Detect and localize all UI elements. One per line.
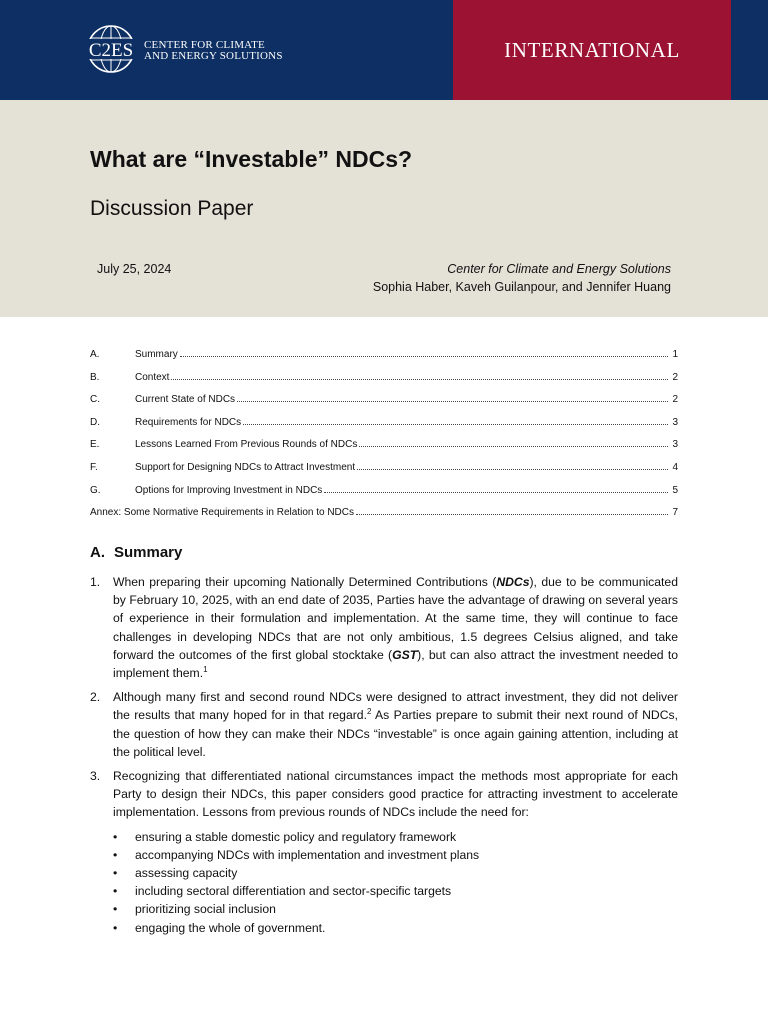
paragraph-number: 2.	[90, 690, 101, 705]
toc-leader	[357, 461, 668, 470]
text-run: When preparing their upcoming Nationally Determined Contributions (	[113, 575, 497, 589]
toc-page: 4	[672, 461, 678, 473]
toc-entry-annex[interactable]	[90, 506, 678, 529]
paragraph-text	[113, 573, 678, 682]
document-title: What are “Investable” NDCs?	[90, 146, 413, 172]
section-label: INTERNATIONAL	[504, 38, 680, 62]
list-item: • assessing capacity	[113, 864, 678, 882]
section-title: Summary	[114, 544, 183, 561]
paragraph-text	[113, 688, 678, 761]
toc-entry-summary[interactable]	[90, 348, 678, 371]
paragraph-3	[90, 767, 678, 822]
footnote-ref[interactable]: 1	[203, 664, 208, 674]
toc-leader	[359, 438, 668, 447]
toc-leader	[243, 416, 668, 425]
toc-page: 2	[672, 394, 678, 406]
toc-letter: F.	[90, 461, 98, 473]
toc-entry-current-state[interactable]	[90, 393, 678, 416]
section-tab	[453, 0, 731, 100]
logo-line-2: AND ENERGY SOLUTIONS	[144, 50, 283, 62]
organization-name: Center for Climate and Energy Solutions	[447, 262, 671, 276]
paragraph-1	[90, 573, 678, 682]
summary-body	[90, 573, 678, 937]
toc-page: 1	[672, 349, 678, 360]
gst-abbrev: GST	[392, 647, 418, 662]
toc-entry-lessons[interactable]	[90, 438, 678, 461]
text-run: Although many first and second round NDCs were designed to attract investment, they did not deliver the results that many hoped for in that regard.	[113, 690, 678, 723]
footnote-ref[interactable]: 2	[366, 707, 372, 717]
logo-text	[144, 40, 283, 62]
paragraph-2	[90, 688, 678, 761]
table-of-contents	[90, 348, 678, 529]
toc-entry-options[interactable]	[90, 484, 678, 507]
toc-title: Current State of NDCs	[135, 394, 236, 406]
section-letter: A.	[90, 544, 105, 561]
toc-leader	[237, 393, 668, 402]
c2es-logo[interactable]	[82, 24, 292, 74]
paragraph-text: Recognizing that differentiated national circumstances impact the methods most appropriate for each Party to design their NDCs, this paper considers good practice for attracting investment to accelerate implementation. Lessons from previous rounds of NDCs include the need for:	[113, 769, 678, 820]
logo-line-1: CENTER FOR CLIMATE	[144, 39, 265, 51]
lessons-list	[90, 828, 678, 937]
toc-letter: A.	[90, 349, 100, 360]
toc-page: 3	[672, 416, 678, 428]
toc-leader	[324, 484, 668, 493]
toc-page: 3	[672, 439, 678, 451]
toc-title: Requirements for NDCs	[135, 416, 242, 428]
document-subtitle: Discussion Paper	[90, 197, 254, 220]
toc-letter: G.	[90, 484, 101, 496]
publication-date: July 25, 2024	[97, 262, 172, 276]
paragraph-number: 1.	[90, 575, 101, 589]
toc-entry-support[interactable]	[90, 461, 678, 484]
toc-leader	[171, 371, 668, 380]
toc-page: 2	[672, 371, 678, 383]
toc-title: Context	[135, 371, 170, 383]
list-item: • accompanying NDCs with implementation and investment plans	[113, 846, 678, 864]
toc-entry-requirements[interactable]	[90, 416, 678, 439]
toc-title: Support for Designing NDCs to Attract Investment	[135, 461, 356, 473]
list-item: • engaging the whole of government.	[113, 919, 678, 937]
text-run: ), but can also attract the investment needed to implement them.	[113, 647, 678, 681]
list-item: • ensuring a stable domestic policy and regulatory framework	[113, 828, 678, 846]
header-bar	[0, 0, 768, 100]
toc-leader	[180, 348, 668, 357]
toc-title: Lessons Learned From Previous Rounds of NDCs	[135, 439, 358, 451]
toc-letter: B.	[90, 371, 100, 383]
section-heading	[90, 544, 182, 561]
toc-page: 7	[672, 507, 678, 519]
toc-letter: D.	[90, 416, 100, 428]
globe-logo-icon	[82, 24, 140, 74]
toc-letter: C.	[90, 394, 100, 406]
list-item: • including sectoral differentiation and sector-specific targets	[113, 882, 678, 900]
toc-title: Summary	[135, 349, 178, 360]
toc-title: Annex: Some Normative Requirements in Relation to NDCs	[90, 507, 354, 519]
toc-entry-context[interactable]	[90, 371, 678, 394]
text-run: As Parties prepare to submit their next round of NDCs, the question of how they can make their NDCs “investable” is once again gaining attention, including at the political level.	[113, 708, 678, 759]
ndcs-abbrev: NDCs	[496, 575, 530, 589]
logo-wordmark: C2ES	[88, 40, 134, 61]
authors-line: Sophia Haber, Kaveh Guilanpour, and Jennifer Huang	[372, 280, 671, 294]
paragraph-number: 3.	[90, 769, 101, 784]
toc-letter: E.	[90, 439, 100, 451]
toc-title: Options for Improving Investment in NDCs	[135, 484, 323, 496]
list-item: • prioritizing social inclusion	[113, 900, 678, 918]
text-run: ), due to be communicated by February 10, 2025, with an end date of 2035, Parties have the advantage of drawing on several years of experience in their formulation and implementation. At the same time, they will continue to face challenges in developing NDCs that are not only ambitious, 1.5 degrees Celsius aligned, and take forward the outcomes of the first global stocktake (	[113, 575, 678, 662]
toc-leader	[356, 506, 668, 515]
toc-page: 5	[672, 484, 678, 496]
